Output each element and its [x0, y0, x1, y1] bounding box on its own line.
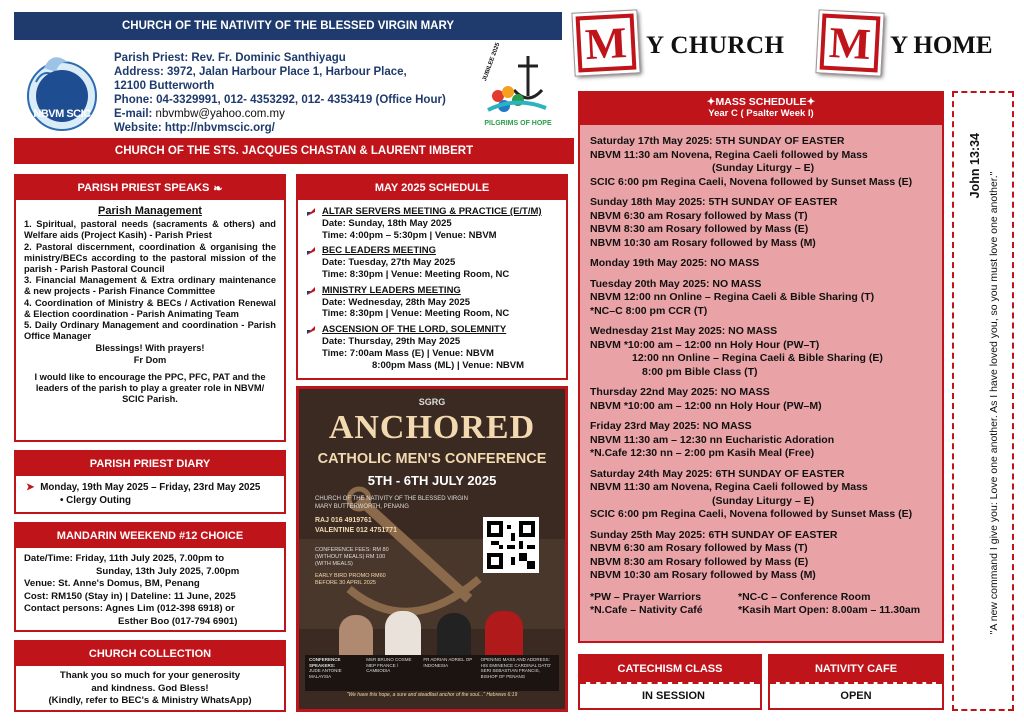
cafe-title: NATIVITY CAFE [770, 656, 942, 682]
poster-contact-2: VALENTINE 012 4751771 [315, 527, 397, 534]
poster-subtitle: CATHOLIC MEN'S CONFERENCE [317, 451, 547, 467]
collection-panel [14, 640, 286, 712]
mass-day-group: Saturday 17th May 2025: 5TH SUNDAY OF EASTER NBVM 11:30 am Novena, Regina Caeli followed by Mass (Sunday Liturgy – E) SCIC 6:00 pm Regina Caeli, Novena followed by Sunset Mass (E) [590, 135, 913, 188]
schedule-item: BEC LEADERS MEETING Date: Tuesday, 27th May 2025 Time: 8:30pm | Venue: Meeting Room, NC [306, 245, 558, 280]
banner-m-2: M [816, 10, 883, 75]
website-link[interactable]: Website: http://nbvmscic.org/ [114, 122, 275, 134]
jubilee-logo [476, 42, 558, 136]
mandarin-line-5: Contact persons: Agnes Lim (012-398 6918) or [24, 603, 235, 614]
poster-dates: 5TH - 6TH JULY 2025 [367, 473, 497, 488]
mass-day-group: Sunday 25th May 2025: 6TH SUNDAY OF EASTER NBVM 6:30 am Rosary followed by Mass (T) NBVM 8:30 am Rosary followed by Mass (E) NBVM 10:30 am Rosary followed by Mass (M) [590, 528, 838, 581]
parish-logo [22, 48, 102, 132]
banner-word-2: Y HOME [890, 32, 993, 59]
star-icon: ✦ [806, 96, 816, 108]
email-link[interactable]: nbvmbw@yahoo.com.my [155, 108, 285, 120]
dove-icon: ❧ [213, 182, 223, 195]
mass-day-group: Thursday 22nd May 2025: NO MASS NBVM *10:00 am – 12:00 nn Holy Hour (PW–M) [590, 386, 822, 412]
banner-word-1: Y CHURCH [646, 32, 785, 59]
diary-event: Clergy Outing [66, 495, 131, 506]
pin-icon [306, 325, 316, 335]
collection-line-1: Thank you so much for your generosity [59, 670, 241, 681]
schedule-item: ASCENSION OF THE LORD, SOLEMNITY Date: Thursday, 29th May 2025 Time: 7:00am Mass (E) | Venue: NBVM 8:00pm Mass (ML) | Venue: NBVM [306, 324, 558, 371]
poster-quote: "We have this hope, a sure and steadfast anchor of the soul..." Hebrews 6:19 [346, 692, 518, 698]
star-icon: ✦ [706, 96, 716, 108]
second-church-title: CHURCH OF THE STS. JACQUES CHASTAN & LAURENT IMBERT [114, 145, 474, 157]
priest-speaks-header: PARISH PRIEST SPEAKS ❧ [16, 176, 284, 200]
signoff: Fr Dom [133, 354, 167, 365]
cafe-panel [768, 654, 944, 710]
poster-promo: EARLY BIRD PROMO RM60 BEFORE 30 APRIL 2025 [315, 573, 386, 586]
diary-header: PARISH PRIEST DIARY [16, 452, 284, 476]
pin-icon [306, 246, 316, 256]
parish-priest: Parish Priest: Rev. Fr. Dominic Santhiyagu [114, 52, 346, 64]
pin-icon [306, 207, 316, 217]
diary-date: Monday, 19th May 2025 – Friday, 23rd May 2025 [40, 482, 261, 493]
speaker-photo [339, 615, 373, 655]
collection-header: CHURCH COLLECTION [16, 642, 284, 666]
mgmt-item-5: 5. Daily Ordinary Management and coordination - Parish Office Manager [24, 320, 276, 342]
email-label: E-mail: [114, 108, 153, 120]
priest-speaks-panel [14, 174, 286, 442]
poster-contact-1: RAJ 016 4919761 [315, 517, 372, 524]
mass-schedule-title: ✦MASS SCHEDULE✦ [706, 96, 816, 108]
parish-management-heading: Parish Management [98, 205, 202, 217]
mgmt-item-1: 1. Spiritual, pastoral needs (sacraments & others) and Welfare aids (Project Kasih) - Parish Priest [24, 219, 276, 241]
speaker-photo [437, 613, 471, 655]
collection-line-3: (Kindly, refer to BEC's & Ministry WhatsApp) [48, 695, 252, 706]
schedule-item: ALTAR SERVERS MEETING & PRACTICE (E/T/M) Date: Sunday, 18th May 2025 Time: 4:00pm – 5:30pm | Venue: NBVM [306, 206, 558, 241]
catechism-status: IN SESSION [580, 682, 760, 708]
verse-text: "A new command I give you: Love one another. As I have loved you, so you must love one another." [988, 171, 1000, 635]
pin-icon [306, 286, 316, 296]
poster-venue: CHURCH OF THE NATIVITY OF THE BLESSED VIRGIN MARY BUTTERWORTH, PENANG [315, 496, 468, 510]
blessing-text: Blessings! With prayers! [95, 343, 205, 354]
may-schedule-panel [296, 174, 568, 380]
qr-code-icon[interactable] [483, 517, 539, 573]
conference-poster[interactable] [296, 386, 568, 712]
address-line-1: Address: 3972, Jalan Harbour Place 1, Harbour Place, [114, 66, 407, 78]
jubilee-top-text: JUBILEE 2025 [482, 42, 502, 83]
mandarin-header: MANDARIN WEEKEND #12 CHOICE [16, 524, 284, 548]
mandarin-line-6: Esther Boo (017-794 6901) [118, 615, 238, 627]
may-schedule-header: MAY 2025 SCHEDULE [298, 176, 566, 200]
mandarin-panel [14, 522, 286, 632]
mgmt-item-3: 3. Financial Management & Extra ordinary maintenance & new projects - Parish Finance Committee [24, 275, 276, 297]
address-line-2: 12100 Butterworth [114, 80, 215, 92]
mass-schedule-subtitle: Year C ( Psalter Week I) [708, 108, 814, 119]
speakers-strip: CONFERENCE SPEAKERS: JUDE ANTONIE MALAYSIA MSR BRUNO COSME MEP FRANCE / CAMBODIA FR ADRIAN ADRIEL OP INDONESIA OPENING MASS AND ADDRESS: HIS EMINENCE CARDINAL DATO' SERI SEBASTIAN FRANCIS, BISHOP OF PENANG [305, 655, 559, 691]
verse-panel [952, 91, 1014, 711]
mass-day-group: Tuesday 20th May 2025: NO MASS NBVM 12:00 nn Online – Regina Caeli & Bible Sharing (T) *NC–C 8:00 pm CCR (T) [590, 277, 875, 317]
catechism-title: CATECHISM CLASS [580, 656, 760, 682]
parish-info [114, 51, 476, 135]
mgmt-item-4: 4. Coordination of Ministry & BECs / Activation Renewal & Election coordination - Parish Animating Team [24, 297, 276, 319]
mass-day-group: Wednesday 21st May 2025: NO MASS NBVM *10:00 am – 12:00 nn Holy Hour (PW–T) 12:00 nn Online – Regina Caeli & Bible Sharing (E) 8:00 pm Bible Class (T) [590, 325, 883, 378]
schedule-item: MINISTRY LEADERS MEETING Date: Wednesday, 28th May 2025 Time: 8:30pm | Venue: Meeting Room, NC [306, 285, 558, 320]
mgmt-item-2: 2. Pastoral discernment, coordination & organising the ministry/BECs according to the pastoral mission of the parish - Parish Pastoral Council [24, 241, 276, 275]
arrow-icon: ➤ [26, 482, 35, 493]
phone: Phone: 04-3329991, 012- 4353292, 012- 4353419 (Office Hour) [114, 94, 446, 106]
mandarin-line-2: Sunday, 13th July 2025, 7.00pm [96, 565, 240, 577]
church-title: CHURCH OF THE NATIVITY OF THE BLESSED VIRGIN MARY [121, 20, 455, 32]
church-title-bar [14, 12, 562, 40]
mass-legend: *PW – Prayer Warriors *NC-C – Conference Room *N.Cafe – Nativity Café *Kasih Mart Open: 8.00am – 11.30am [590, 590, 921, 616]
mass-day-group: Friday 23rd May 2025: NO MASS NBVM 11:30 am – 12:30 nn Eucharistic Adoration *N.Cafe 12:30 nn – 2:00 pm Kasih Meal (Free) [590, 420, 835, 459]
diary-panel: PARISH PRIEST DIARY ➤ Monday, 19th May 2025 – Friday, 23rd May 2025 • Clergy Outing [14, 450, 286, 514]
jubilee-bottom-text: PILGRIMS OF HOPE [484, 120, 552, 127]
speaker-photo [485, 611, 523, 655]
second-church-bar [14, 138, 574, 164]
banner-m-1: M [572, 10, 639, 75]
cafe-status: OPEN [770, 682, 942, 708]
mandarin-line-3: Venue: St. Anne's Domus, BM, Penang [24, 578, 200, 589]
mass-day-group: Sunday 18th May 2025: 5TH SUNDAY OF EASTER NBVM 6:30 am Rosary followed by Mass (T) NBVM 8:30 am Rosary followed by Mass (E) NBVM 10:30 am Rosary followed by Mass (M) [590, 196, 838, 249]
poster-org: SGRG [418, 397, 446, 407]
mandarin-line-1: Date/Time: Friday, 11th July 2025, 7.00pm to [24, 553, 225, 564]
catechism-panel [578, 654, 762, 710]
speaker-photo [385, 611, 421, 655]
mass-day-group: Monday 19th May 2025: NO MASS [590, 257, 760, 269]
mass-day-group: Saturday 24th May 2025: 6TH SUNDAY OF EASTER NBVM 11:30 am Novena, Regina Caeli followed by Mass (Sunday Liturgy – E) SCIC 6:00 pm Regina Caeli, Novena followed by Sunset Mass (E) [590, 467, 913, 520]
poster-title: ANCHORED [328, 409, 536, 446]
mandarin-line-4: Cost: RM150 (Stay in) | Dateline: 11 June, 2025 [24, 590, 236, 602]
verse-ref: John 13:34 [968, 133, 982, 199]
poster-fees: CONFERENCE FEES: RM 80 (WITHOUT MEALS) RM 100 (WITH MEALS) [315, 547, 389, 567]
mass-schedule-panel [578, 91, 944, 643]
logo-text: NBVM SCIC [33, 108, 91, 120]
closing-note: I would like to encourage the PPC, PFC, PAT and the leaders of the parish to play a greater role in NBVM/ SCIC Parish. [34, 371, 266, 405]
collection-line-2: and kindness. God Bless! [91, 682, 209, 694]
